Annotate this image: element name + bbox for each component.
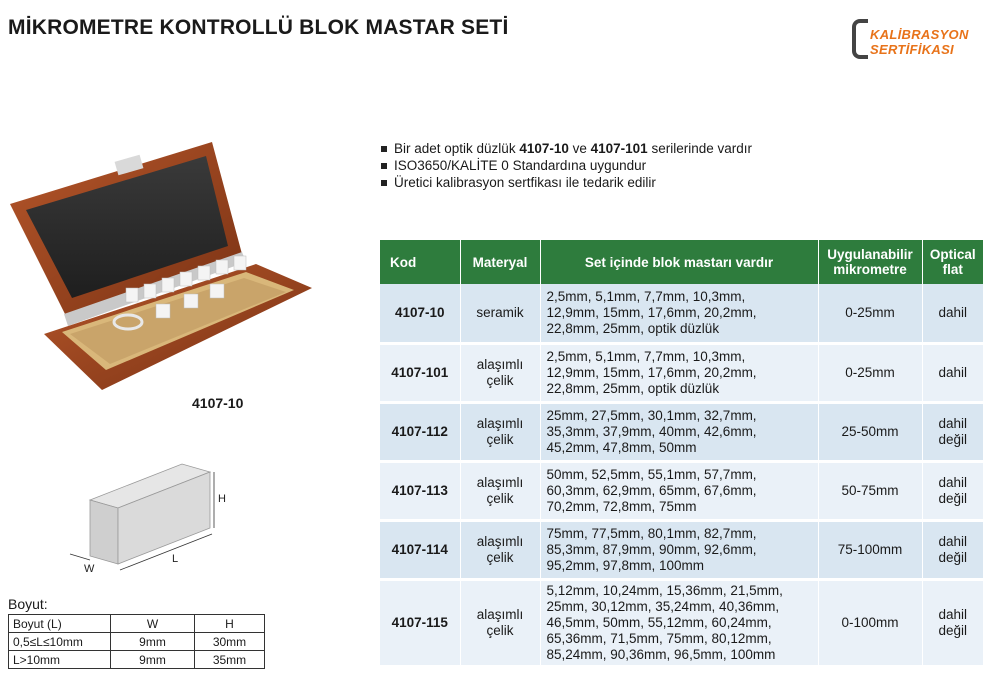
header-blocks: Set içinde blok mastarı vardır (540, 240, 818, 284)
feature-item: ISO3650/KALİTE 0 Standardına uygundur (380, 157, 752, 174)
optical-flat-cell: dahil değil (922, 461, 983, 520)
header-micrometer: Uygulanabilir mikrometre (818, 240, 922, 284)
size-table-row (9, 633, 265, 651)
product-code-cell: 4107-115 (380, 579, 460, 666)
spec-table (380, 240, 983, 668)
size-header-cell: Boyut (L) (9, 615, 111, 633)
feature-item: Üretici kalibrasyon sertfikası ile tedarik edilir (380, 174, 752, 191)
page-title: MİKROMETRE KONTROLLÜ BLOK MASTAR SETİ (8, 16, 509, 39)
size-table-row (9, 651, 265, 669)
micrometer-cell: 75-100mm (818, 520, 922, 579)
size-table (8, 614, 265, 669)
material-cell: alaşımlı çelik (460, 579, 540, 666)
size-cell: 0,5≤L≤10mm (9, 633, 111, 651)
blocks-cell: 75mm, 77,5mm, 80,1mm, 82,7mm, 85,3mm, 87,9mm, 90mm, 92,6mm, 95,2mm, 97,8mm, 100mm (540, 520, 818, 579)
blocks-cell: 5,12mm, 10,24mm, 15,36mm, 21,5mm, 25mm, 30,12mm, 35,24mm, 40,36mm, 46,5mm, 50mm, 55,12mm, 60,24mm, 65,36mm, 71,5mm, 75mm, 80,12mm, 85,24mm, 90,36mm, 96,5mm, 100mm (540, 579, 818, 666)
micrometer-cell: 0-25mm (818, 284, 922, 343)
product-code-cell: 4107-114 (380, 520, 460, 579)
size-cell: 9mm (111, 651, 195, 669)
blocks-cell: 25mm, 27,5mm, 30,1mm, 32,7mm, 35,3mm, 37,9mm, 40mm, 42,6mm, 45,2mm, 47,8mm, 50mm (540, 402, 818, 461)
spec-table-row (380, 579, 983, 666)
micrometer-cell: 25-50mm (818, 402, 922, 461)
size-heading: Boyut: (8, 596, 48, 612)
logo-line-1: KALİBRASYON (870, 27, 969, 42)
header-code: Kod (380, 240, 460, 284)
feature-item: Bir adet optik düzlük 4107-10 ve 4107-101 serilerinde vardır (380, 140, 752, 157)
height-label: H (218, 493, 226, 505)
optical-flat-cell: dahil (922, 343, 983, 402)
material-cell: alaşımlı çelik (460, 520, 540, 579)
blocks-cell: 50mm, 52,5mm, 55,1mm, 57,7mm, 60,3mm, 62,9mm, 65mm, 67,6mm, 70,2mm, 72,8mm, 75mm (540, 461, 818, 520)
blocks-cell: 2,5mm, 5,1mm, 7,7mm, 10,3mm, 12,9mm, 15mm, 17,6mm, 20,2mm, 22,8mm, 25mm, optik düzlük (540, 343, 818, 402)
size-header-cell: W (111, 615, 195, 633)
size-cell: 35mm (195, 651, 265, 669)
logo-bracket-icon (852, 19, 868, 59)
calibration-certificate-logo (852, 17, 987, 61)
spec-table-row (380, 520, 983, 579)
spec-table-header (380, 240, 983, 284)
optical-flat-cell: dahil (922, 284, 983, 343)
logo-line-2: SERTİFİKASI (870, 42, 954, 57)
width-label: W (84, 563, 95, 575)
material-cell: alaşımlı çelik (460, 461, 540, 520)
optical-flat-cell: dahil değil (922, 402, 983, 461)
product-photo (6, 138, 316, 398)
optical-flat-cell: dahil değil (922, 579, 983, 666)
product-code-cell: 4107-101 (380, 343, 460, 402)
size-cell: L>10mm (9, 651, 111, 669)
spec-table-row (380, 402, 983, 461)
spec-table-row (380, 284, 983, 343)
gauge-block-diagram (62, 460, 262, 580)
size-header-cell: H (195, 615, 265, 633)
micrometer-cell: 50-75mm (818, 461, 922, 520)
size-cell: 30mm (195, 633, 265, 651)
header-optical-flat: Optical flat (922, 240, 983, 284)
material-cell: alaşımlı çelik (460, 402, 540, 461)
size-cell: 9mm (111, 633, 195, 651)
header-material: Materyal (460, 240, 540, 284)
product-code-cell: 4107-10 (380, 284, 460, 343)
size-table-header (9, 615, 265, 633)
spec-table-row (380, 461, 983, 520)
length-label: L (172, 553, 179, 565)
product-code-cell: 4107-113 (380, 461, 460, 520)
blocks-cell: 2,5mm, 5,1mm, 7,7mm, 10,3mm, 12,9mm, 15mm, 17,6mm, 20,2mm, 22,8mm, 25mm, optik düzlük (540, 284, 818, 343)
micrometer-cell: 0-25mm (818, 343, 922, 402)
optical-flat-cell: dahil değil (922, 520, 983, 579)
micrometer-cell: 0-100mm (818, 579, 922, 666)
spec-table-row (380, 343, 983, 402)
material-cell: alaşımlı çelik (460, 343, 540, 402)
material-cell: seramik (460, 284, 540, 343)
product-code-cell: 4107-112 (380, 402, 460, 461)
product-photo-caption: 4107-10 (192, 395, 244, 411)
feature-list (380, 140, 752, 191)
